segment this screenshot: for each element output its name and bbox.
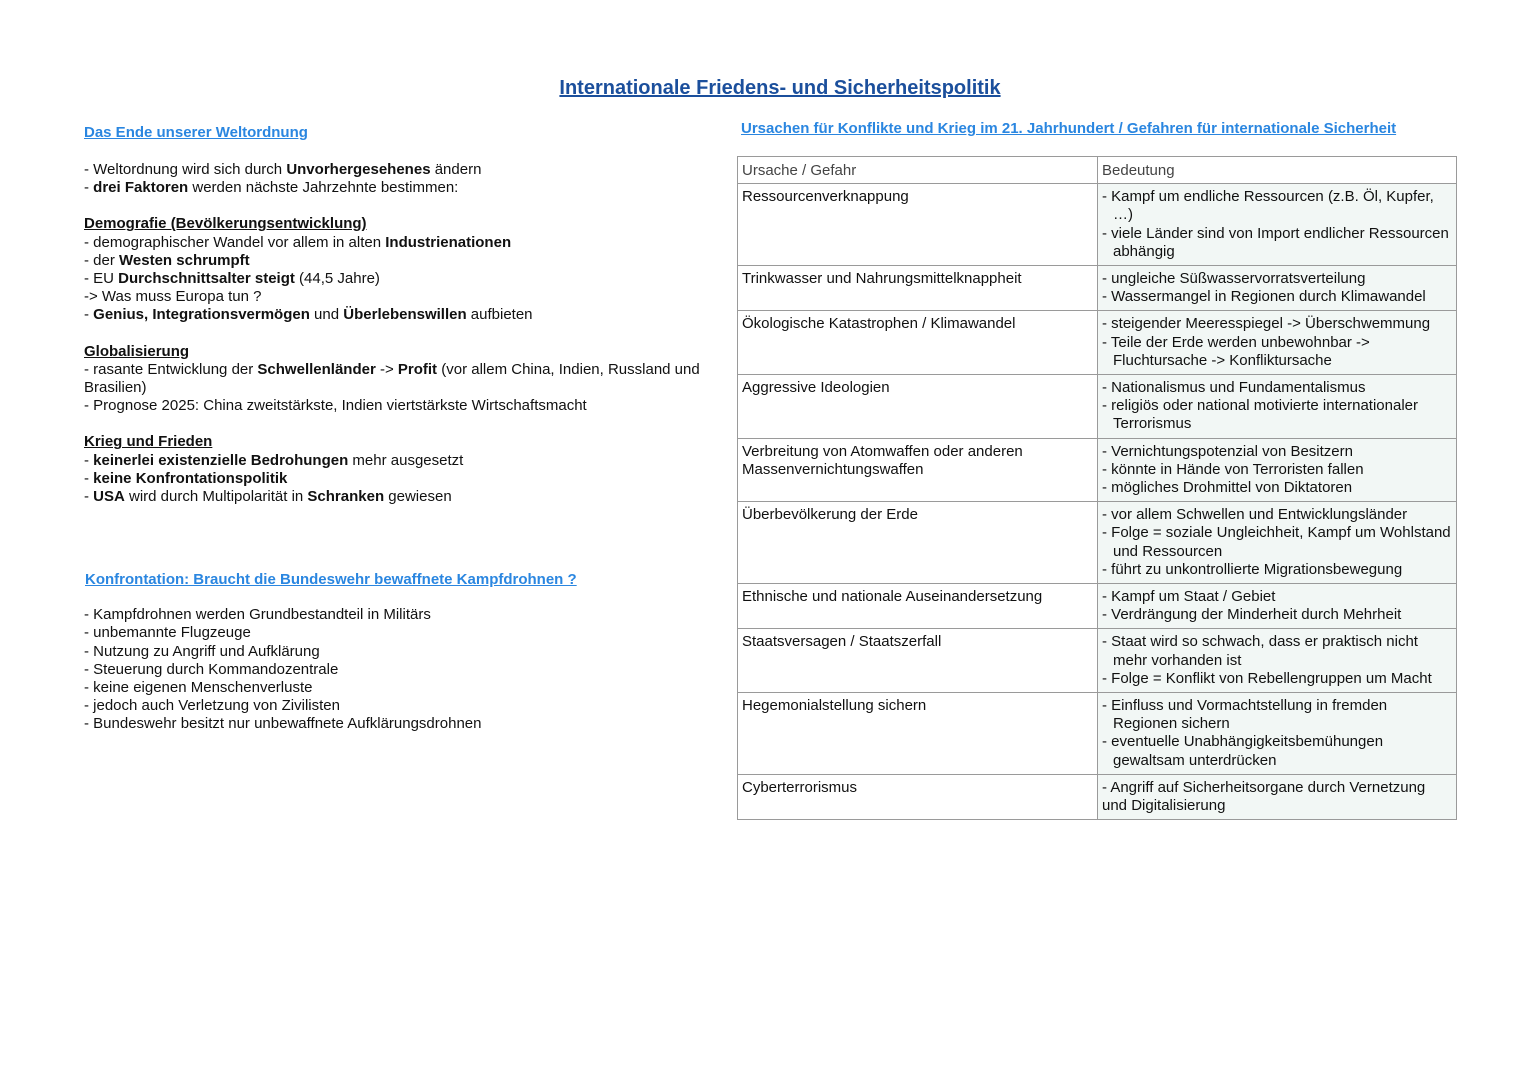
cause-cell: Überbevölkerung der Erde — [738, 502, 1098, 584]
list-item: - Nutzung zu Angriff und Aufklärung — [84, 642, 320, 660]
list-item: - Steuerung durch Kommandozentrale — [84, 660, 339, 678]
globalisierung-line-2: - Prognose 2025: China zweitstärkste, Indien viertstärkste Wirtschaftsmacht — [84, 397, 587, 415]
list-item: - unbemannte Flugzeuge — [84, 624, 251, 642]
column-header-meaning: Bedeutung — [1098, 157, 1457, 184]
subheading-krieg-und-frieden: Krieg und Frieden — [84, 433, 213, 451]
krieg-line-2: - keine Konfrontationspolitik — [84, 469, 288, 487]
meaning-cell: - ungleiche Süßwasservorratsverteilung - Wassermangel in Regionen durch Klimawandel — [1098, 266, 1457, 311]
left-column — [84, 123, 709, 734]
table-row — [738, 266, 1457, 311]
list-item: - Bundeswehr besitzt nur unbewaffnete Aufklärungsdrohnen — [84, 715, 482, 733]
table-row — [738, 502, 1457, 584]
drohnen-list — [84, 606, 709, 733]
list-item: - Kampfdrohnen werden Grundbestandteil in Militärs — [84, 606, 431, 624]
table-row — [738, 774, 1457, 819]
table-header-row — [738, 157, 1457, 184]
demografie-line-4: -> Was muss Europa tun ? — [84, 288, 262, 306]
meaning-cell: - Einfluss und Vormachtstellung in fremden Regionen sichern - eventuelle Unabhängigkeitsbemühungen gewaltsam unterdrücken — [1098, 693, 1457, 775]
subheading-demografie: Demografie (Bevölkerungsentwicklung) — [84, 215, 367, 233]
krieg-line-3: - USA wird durch Multipolarität in Schranken gewiesen — [84, 488, 452, 506]
krieg-line-1: - keinerlei existenzielle Bedrohungen mehr ausgesetzt — [84, 451, 464, 469]
demografie-line-5: - Genius, Integrationsvermögen und Überlebenswillen aufbieten — [84, 306, 533, 324]
section-heading-ursachen: Ursachen für Konflikte und Krieg im 21. Jahrhundert / Gefahren für internationale Sicherheit — [741, 120, 1397, 137]
meaning-cell: - Angriff auf Sicherheitsorgane durch Vernetzung und Digitalisierung — [1098, 774, 1457, 819]
meaning-cell: - Kampf um endliche Ressourcen (z.B. Öl, Kupfer, …) - viele Länder sind von Import endlicher Ressourcen abhängig — [1098, 184, 1457, 266]
page-title: Internationale Friedens- und Sicherheitspolitik — [559, 77, 1001, 99]
weltordnung-line-2: - drei Faktoren werden nächste Jahrzehnte bestimmen: — [84, 179, 459, 197]
cause-cell: Aggressive Ideologien — [738, 375, 1098, 439]
weltordnung-line-1: - Weltordnung wird sich durch Unvorhergesehenes ändern — [84, 161, 482, 178]
meaning-cell: - Staat wird so schwach, dass er praktisch nicht mehr vorhanden ist - Folge = Konflikt von Rebellengruppen um Macht — [1098, 629, 1457, 693]
demografie-line-3: - EU Durchschnittsalter steigt (44,5 Jahre) — [84, 270, 380, 288]
globalisierung-line-1: - rasante Entwicklung der Schwellenländer -> Profit (vor allem China, Indien, Russland und Brasilien) — [84, 360, 700, 397]
table-row — [738, 438, 1457, 502]
meaning-cell: - Kampf um Staat / Gebiet - Verdrängung der Minderheit durch Mehrheit — [1098, 584, 1457, 629]
cause-cell: Ethnische und nationale Auseinandersetzung — [738, 584, 1098, 629]
meaning-cell: - vor allem Schwellen und Entwicklungsländer - Folge = soziale Ungleichheit, Kampf um Wohlstand und Ressourcen - führt zu unkontrollierte Migrationsbewegung — [1098, 502, 1457, 584]
list-item: - jedoch auch Verletzung von Zivilisten — [84, 697, 340, 715]
cause-cell: Ökologische Katastrophen / Klimawandel — [738, 311, 1098, 375]
cause-cell: Verbreitung von Atomwaffen oder anderen Massenvernichtungswaffen — [738, 438, 1098, 502]
table-row — [738, 629, 1457, 693]
table-row — [738, 693, 1457, 775]
cause-cell: Hegemonialstellung sichern — [738, 693, 1098, 775]
section-heading-weltordnung: Das Ende unserer Weltordnung — [84, 124, 308, 141]
column-header-cause: Ursache / Gefahr — [738, 157, 1098, 184]
causes-table — [737, 156, 1457, 820]
demografie-line-1: - demographischer Wandel vor allem in alten Industrienationen — [84, 233, 512, 251]
table-row — [738, 584, 1457, 629]
cause-cell: Staatsversagen / Staatszerfall — [738, 629, 1098, 693]
cause-cell: Trinkwasser und Nahrungsmittelknappheit — [738, 266, 1098, 311]
section-heading-drohnen: Konfrontation: Braucht die Bundeswehr bewaffnete Kampfdrohnen ? — [85, 571, 577, 589]
demografie-line-2: - der Westen schrumpft — [84, 251, 250, 269]
table-row — [738, 311, 1457, 375]
list-item: - keine eigenen Menschenverluste — [84, 679, 313, 697]
table-row — [738, 184, 1457, 266]
meaning-cell: - Vernichtungspotenzial von Besitzern - könnte in Hände von Terroristen fallen - mögliches Drohmittel von Diktatoren — [1098, 438, 1457, 502]
meaning-cell: - Nationalismus und Fundamentalismus - religiös oder national motivierte internationaler Terrorismus — [1098, 375, 1457, 439]
meaning-cell: - steigender Meeresspiegel -> Überschwemmung - Teile der Erde werden unbewohnbar -> Fluchtursache -> Konfliktursache — [1098, 311, 1457, 375]
subheading-globalisierung: Globalisierung — [84, 342, 190, 360]
cause-cell: Ressourcenverknappung — [738, 184, 1098, 266]
table-row — [738, 375, 1457, 439]
cause-cell: Cyberterrorismus — [738, 774, 1098, 819]
